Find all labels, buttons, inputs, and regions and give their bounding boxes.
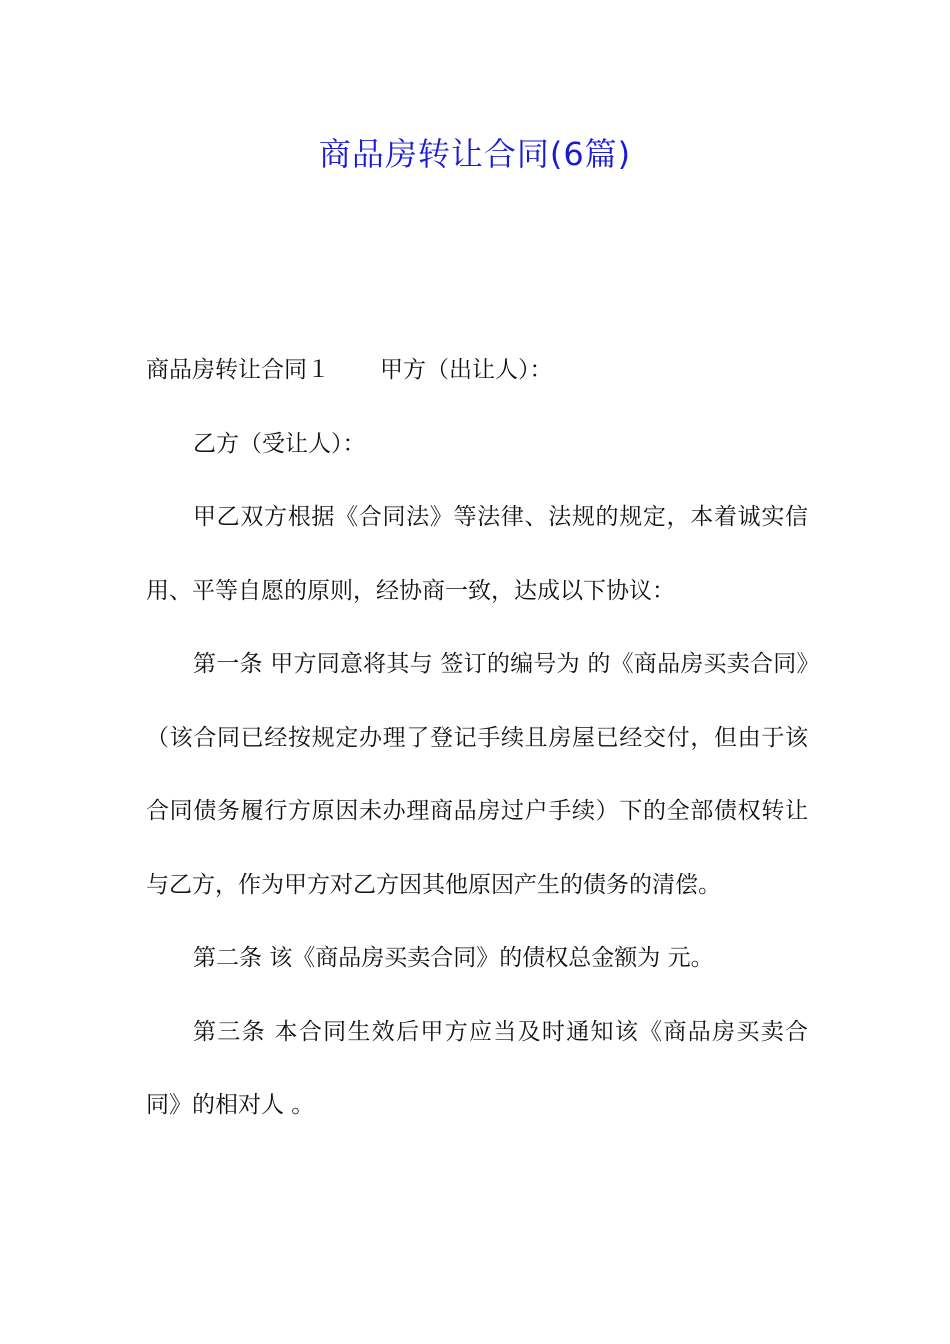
preamble-paragraph: 甲乙双方根据《合同法》等法律、法规的规定，本着诚实信用、平等自愿的原则，经协商一致，达成以下协议： <box>146 504 808 604</box>
document-body <box>146 334 808 1143</box>
contract-heading-label: 商品房转让合同１ <box>146 357 330 383</box>
party-b-paragraph: 乙方（受让人）： <box>193 430 366 457</box>
first-line <box>146 334 808 408</box>
article-1-paragraph: 第一条 甲方同意将其与 签订的编号为 的《商品房买卖合同》（该合同已经按规定办理了登记手续且房屋已经交付，但由于该合同债务履行方原因未办理商品房过户手续）下的全部债权转让与乙方，作为甲方对乙方因其他原因产生的债务的清偿。 <box>146 651 808 898</box>
article-2-paragraph: 第二条 该《商品房买卖合同》的债权总金额为 元。 <box>193 945 714 971</box>
party-a-label: 甲方（出让人）： <box>380 357 553 383</box>
article-3-paragraph: 第三条 本合同生效后甲方应当及时通知该《商品房买卖合同》的相对人 。 <box>146 1018 808 1118</box>
document-title: 商品房转让合同(6篇) <box>318 135 632 173</box>
